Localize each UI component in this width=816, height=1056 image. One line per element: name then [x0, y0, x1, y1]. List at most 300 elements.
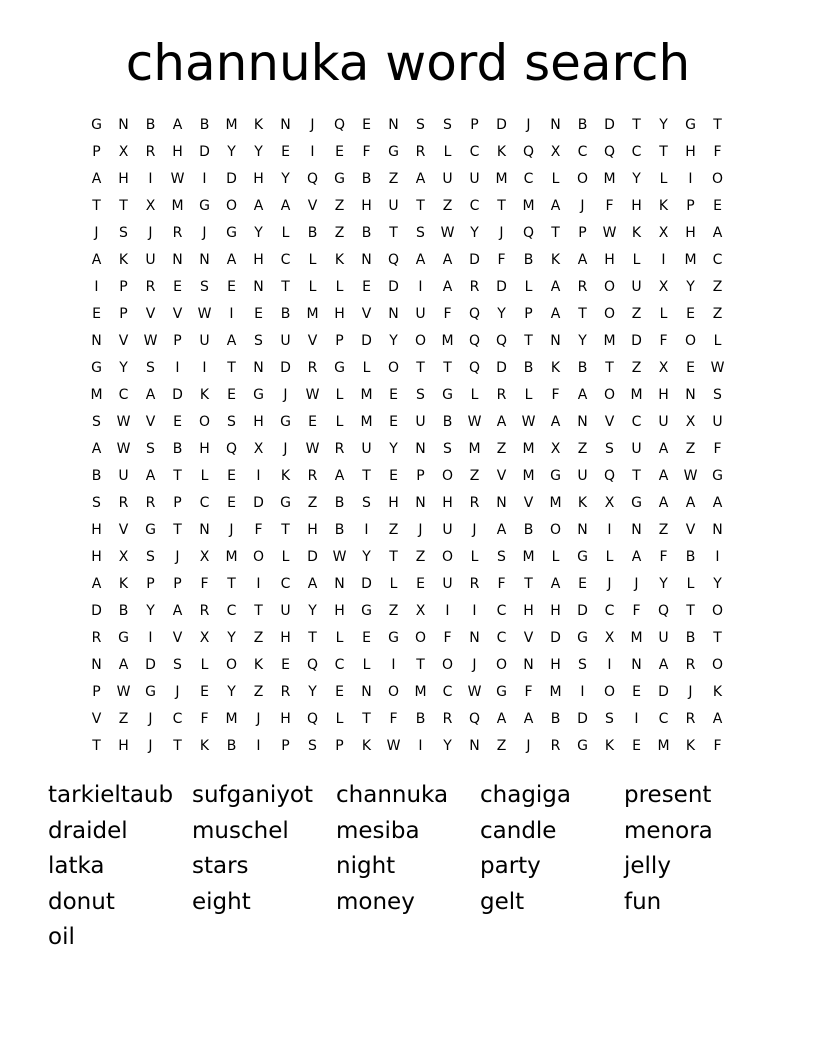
grid-letter: A	[442, 251, 453, 268]
grid-letter: S	[443, 116, 452, 133]
grid-letter: O	[198, 413, 211, 430]
grid-letter: C	[469, 143, 480, 160]
grid-letter: H	[523, 602, 534, 619]
grid-letter: I	[418, 278, 423, 295]
grid-letter: R	[280, 683, 291, 700]
grid-letter: A	[172, 116, 183, 133]
grid-letter: H	[280, 710, 291, 727]
grid-letter: M	[684, 251, 697, 268]
grid-letter: H	[280, 629, 291, 646]
grid-letter: R	[550, 737, 561, 754]
grid-letter: U	[280, 332, 291, 349]
grid-letter: V	[523, 494, 534, 511]
grid-letter: Y	[308, 683, 317, 700]
grid-letter: R	[469, 575, 480, 592]
grid-letter: O	[387, 359, 400, 376]
grid-letter: U	[442, 521, 453, 538]
grid-letter: E	[281, 143, 290, 160]
grid-row	[83, 300, 731, 327]
grid-letter: O	[441, 656, 454, 673]
grid-letter: X	[145, 197, 156, 214]
grid-letter: B	[280, 305, 291, 322]
grid-letter: F	[497, 575, 506, 592]
grid-letter: I	[148, 170, 153, 187]
grid-letter: U	[658, 413, 669, 430]
grid-letter: P	[173, 332, 182, 349]
grid-letter: X	[658, 359, 669, 376]
grid-letter: T	[416, 197, 425, 214]
grid-row	[83, 192, 731, 219]
grid-letter: J	[310, 116, 315, 133]
grid-letter: U	[658, 629, 669, 646]
grid-letter: H	[442, 494, 453, 511]
grid-letter: H	[604, 251, 615, 268]
grid-letter: M	[522, 197, 535, 214]
grid-letter: X	[685, 413, 696, 430]
grid-letter: L	[281, 548, 290, 565]
grid-letter: G	[577, 737, 588, 754]
grid-letter: Q	[333, 116, 346, 133]
grid-letter: W	[710, 359, 725, 376]
grid-letter: K	[334, 251, 345, 268]
grid-letter: Q	[603, 467, 616, 484]
grid-letter: D	[604, 116, 615, 133]
grid-letter: G	[253, 386, 264, 403]
grid-letter: N	[685, 386, 696, 403]
grid-letter: T	[605, 359, 614, 376]
grid-letter: N	[91, 332, 102, 349]
grid-row	[83, 651, 731, 678]
grid-letter: D	[631, 332, 642, 349]
word-list-item: chagiga	[480, 782, 572, 808]
grid-letter: O	[441, 467, 454, 484]
grid-letter: N	[361, 683, 372, 700]
grid-letter: L	[335, 629, 344, 646]
grid-letter: L	[308, 251, 317, 268]
grid-letter: G	[361, 602, 372, 619]
grid-letter: L	[362, 656, 371, 673]
grid-letter: N	[577, 413, 588, 430]
grid-letter: V	[685, 521, 696, 538]
grid-letter: T	[92, 197, 101, 214]
grid-letter: H	[550, 656, 561, 673]
grid-letter: S	[92, 494, 101, 511]
grid-letter: R	[415, 143, 426, 160]
grid-letter: X	[199, 629, 210, 646]
grid-letter: Y	[254, 224, 263, 241]
grid-letter: J	[283, 440, 288, 457]
grid-letter: K	[631, 224, 642, 241]
grid-letter: L	[335, 278, 344, 295]
grid-letter: N	[577, 521, 588, 538]
grid-letter: F	[659, 548, 668, 565]
grid-letter: C	[280, 251, 291, 268]
grid-letter: N	[469, 629, 480, 646]
grid-letter: T	[308, 629, 317, 646]
word-list	[48, 778, 768, 956]
grid-letter: Y	[470, 224, 479, 241]
grid-letter: E	[578, 575, 587, 592]
grid-letter: H	[199, 440, 210, 457]
grid-letter: F	[524, 683, 533, 700]
grid-letter: C	[523, 170, 534, 187]
grid-letter: B	[226, 737, 237, 754]
grid-letter: G	[685, 116, 696, 133]
grid-letter: H	[253, 251, 264, 268]
grid-row	[83, 705, 731, 732]
grid-letter: G	[388, 143, 399, 160]
grid-letter: Y	[389, 440, 398, 457]
grid-letter: C	[631, 143, 642, 160]
grid-letter: L	[632, 251, 641, 268]
grid-letter: E	[254, 305, 263, 322]
grid-letter: H	[172, 143, 183, 160]
grid-letter: U	[118, 467, 129, 484]
grid-letter: N	[199, 521, 210, 538]
grid-letter: E	[92, 305, 101, 322]
grid-row	[83, 165, 731, 192]
grid-letter: M	[90, 386, 103, 403]
word-list-item: mesiba	[336, 817, 420, 844]
grid-letter: I	[418, 737, 423, 754]
grid-letter: Q	[495, 332, 508, 349]
grid-letter: F	[200, 710, 209, 727]
grid-letter: T	[713, 116, 722, 133]
grid-letter: V	[91, 710, 102, 727]
grid-letter: T	[713, 629, 722, 646]
grid-letter: Y	[308, 602, 317, 619]
grid-letter: S	[200, 278, 209, 295]
grid-letter: L	[335, 413, 344, 430]
grid-letter: V	[361, 305, 372, 322]
grid-letter: D	[388, 278, 399, 295]
grid-letter: B	[523, 521, 534, 538]
grid-letter: Y	[632, 170, 641, 187]
grid-letter: N	[415, 494, 426, 511]
grid-letter: R	[199, 602, 210, 619]
grid-letter: W	[305, 386, 320, 403]
grid-letter: L	[200, 656, 209, 673]
grid-letter: C	[496, 629, 507, 646]
grid-letter: J	[229, 521, 234, 538]
grid-row	[83, 624, 731, 651]
grid-letter: P	[335, 737, 344, 754]
grid-letter: E	[227, 278, 236, 295]
grid-letter: I	[715, 548, 720, 565]
grid-letter: H	[91, 521, 102, 538]
grid-letter: A	[577, 251, 588, 268]
word-list-item: muschel	[192, 817, 289, 844]
grid-letter: L	[659, 305, 668, 322]
grid-letter: X	[118, 548, 129, 565]
grid-letter: A	[415, 251, 426, 268]
grid-letter: A	[496, 710, 507, 727]
grid-letter: G	[388, 629, 399, 646]
word-list-item: fun	[624, 888, 662, 915]
grid-letter: M	[225, 116, 238, 133]
grid-letter: C	[712, 251, 723, 268]
grid-letter: K	[253, 656, 264, 673]
grid-letter: L	[551, 548, 560, 565]
grid-letter: I	[445, 602, 450, 619]
grid-letter: R	[307, 359, 318, 376]
grid-letter: O	[603, 683, 616, 700]
grid-letter: W	[332, 548, 347, 565]
grid-letter: F	[632, 602, 641, 619]
grid-letter: P	[470, 116, 479, 133]
grid-letter: C	[604, 602, 615, 619]
grid-letter: K	[199, 737, 210, 754]
grid-letter: O	[711, 656, 724, 673]
grid-letter: A	[334, 467, 345, 484]
grid-letter: J	[580, 197, 585, 214]
grid-letter: K	[118, 251, 129, 268]
grid-letter: Q	[225, 440, 238, 457]
grid-letter: E	[632, 683, 641, 700]
grid-letter: C	[442, 683, 453, 700]
grid-letter: I	[472, 602, 477, 619]
grid-letter: X	[415, 602, 426, 619]
grid-letter: P	[119, 305, 128, 322]
grid-letter: M	[630, 386, 643, 403]
grid-letter: N	[550, 332, 561, 349]
grid-letter: P	[335, 332, 344, 349]
grid-letter: U	[145, 251, 156, 268]
grid-letter: G	[550, 467, 561, 484]
grid-letter: A	[658, 656, 669, 673]
grid-letter: G	[577, 548, 588, 565]
grid-letter: I	[607, 656, 612, 673]
grid-letter: E	[362, 116, 371, 133]
grid-letter: M	[630, 629, 643, 646]
grid-letter: S	[578, 656, 587, 673]
grid-letter: B	[415, 710, 426, 727]
grid-letter: Z	[388, 521, 399, 538]
grid-letter: O	[252, 548, 265, 565]
grid-letter: K	[550, 251, 561, 268]
grid-letter: S	[119, 224, 128, 241]
grid-letter: S	[497, 548, 506, 565]
grid-letter: O	[549, 521, 562, 538]
grid-letter: T	[443, 359, 452, 376]
grid-letter: Y	[254, 143, 263, 160]
grid-letter: O	[603, 278, 616, 295]
grid-letter: Z	[253, 683, 264, 700]
grid-row	[83, 435, 731, 462]
grid-letter: O	[441, 548, 454, 565]
grid-letter: Y	[281, 170, 290, 187]
grid-letter: Z	[334, 224, 345, 241]
grid-letter: M	[549, 683, 562, 700]
grid-letter: H	[253, 170, 264, 187]
grid-letter: E	[416, 575, 425, 592]
grid-letter: U	[415, 305, 426, 322]
grid-letter: I	[364, 521, 369, 538]
grid-letter: F	[551, 386, 560, 403]
word-list-item: night	[336, 853, 396, 879]
grid-letter: M	[468, 440, 481, 457]
grid-letter: H	[334, 305, 345, 322]
grid-letter: Z	[631, 305, 642, 322]
grid-letter: S	[362, 494, 371, 511]
grid-letter: U	[442, 170, 453, 187]
grid-letter: Y	[227, 683, 236, 700]
grid-letter: P	[173, 575, 182, 592]
grid-letter: M	[171, 197, 184, 214]
grid-letter: H	[658, 386, 669, 403]
grid-letter: Z	[118, 710, 129, 727]
grid-letter: Q	[306, 170, 319, 187]
grid-row	[83, 219, 731, 246]
grid-letter: C	[469, 197, 480, 214]
grid-letter: W	[170, 170, 185, 187]
grid-letter: D	[280, 359, 291, 376]
grid-letter: A	[550, 575, 561, 592]
grid-letter: J	[607, 575, 612, 592]
grid-letter: I	[229, 305, 234, 322]
grid-letter: Y	[713, 575, 722, 592]
grid-letter: K	[658, 197, 669, 214]
grid-letter: O	[603, 386, 616, 403]
grid-letter: J	[283, 386, 288, 403]
grid-letter: S	[308, 737, 317, 754]
grid-letter: J	[256, 710, 261, 727]
grid-letter: L	[551, 170, 560, 187]
grid-letter: A	[685, 494, 696, 511]
grid-letter: S	[173, 656, 182, 673]
grid-letter: P	[173, 494, 182, 511]
grid-letter: E	[281, 656, 290, 673]
grid-letter: C	[280, 575, 291, 592]
grid-letter: H	[118, 737, 129, 754]
grid-letter: K	[496, 143, 507, 160]
grid-letter: N	[361, 251, 372, 268]
grid-letter: F	[713, 440, 722, 457]
grid-letter: U	[469, 170, 480, 187]
grid-letter: D	[307, 548, 318, 565]
grid-letter: I	[634, 710, 639, 727]
grid-letter: B	[118, 602, 129, 619]
grid-letter: Y	[146, 602, 155, 619]
grid-letter: W	[116, 413, 131, 430]
grid-letter: Y	[497, 305, 506, 322]
grid-letter: L	[443, 143, 452, 160]
grid-letter: D	[226, 170, 237, 187]
grid-letter: Y	[659, 116, 668, 133]
grid-letter: G	[91, 116, 102, 133]
grid-letter: W	[116, 440, 131, 457]
grid-letter: H	[118, 170, 129, 187]
grid-letter: E	[335, 143, 344, 160]
grid-letter: C	[631, 413, 642, 430]
grid-letter: I	[256, 575, 261, 592]
grid-letter: K	[577, 494, 588, 511]
grid-letter: R	[145, 278, 156, 295]
grid-letter: N	[712, 521, 723, 538]
grid-letter: P	[92, 143, 101, 160]
grid-letter: V	[145, 305, 156, 322]
grid-letter: J	[526, 737, 531, 754]
grid-letter: Z	[496, 440, 507, 457]
grid-letter: S	[416, 224, 425, 241]
grid-letter: B	[361, 224, 372, 241]
grid-letter: M	[603, 170, 616, 187]
grid-letter: T	[578, 305, 587, 322]
grid-letter: Y	[686, 278, 695, 295]
grid-letter: R	[172, 224, 183, 241]
grid-letter: T	[389, 224, 398, 241]
grid-letter: A	[253, 197, 264, 214]
grid-letter: J	[688, 683, 693, 700]
grid-letter: I	[661, 251, 666, 268]
grid-letter: I	[256, 737, 261, 754]
grid-letter: A	[91, 170, 102, 187]
grid-letter: S	[605, 710, 614, 727]
grid-letter: L	[281, 224, 290, 241]
grid-letter: A	[91, 251, 102, 268]
grid-letter: W	[521, 413, 536, 430]
grid-letter: T	[362, 710, 371, 727]
grid-letter: L	[524, 386, 533, 403]
grid-letter: T	[686, 602, 695, 619]
grid-letter: O	[603, 305, 616, 322]
grid-letter: K	[118, 575, 129, 592]
grid-letter: I	[391, 656, 396, 673]
grid-letter: S	[146, 548, 155, 565]
grid-letter: D	[496, 359, 507, 376]
grid-letter: A	[712, 224, 723, 241]
grid-row	[83, 678, 731, 705]
grid-letter: G	[199, 197, 210, 214]
grid-letter: F	[200, 575, 209, 592]
grid-letter: T	[524, 575, 533, 592]
grid-letter: S	[254, 332, 263, 349]
grid-letter: X	[604, 629, 615, 646]
grid-letter: X	[550, 143, 561, 160]
grid-letter: L	[335, 386, 344, 403]
grid-letter: J	[526, 116, 531, 133]
grid-letter: X	[550, 440, 561, 457]
grid-letter: A	[712, 710, 723, 727]
grid-letter: G	[91, 359, 102, 376]
grid-letter: R	[496, 386, 507, 403]
grid-letter: D	[496, 278, 507, 295]
grid-letter: E	[686, 305, 695, 322]
grid-letter: S	[416, 386, 425, 403]
grid-letter: N	[496, 494, 507, 511]
word-list-item: eight	[192, 888, 251, 915]
grid-letter: K	[712, 683, 723, 700]
grid-letter: B	[145, 116, 156, 133]
grid-letter: U	[577, 467, 588, 484]
grid-letter: A	[442, 278, 453, 295]
grid-row	[83, 354, 731, 381]
grid-letter: R	[577, 278, 588, 295]
grid-letter: G	[334, 170, 345, 187]
grid-letter: N	[550, 116, 561, 133]
grid-letter: G	[631, 494, 642, 511]
grid-letter: L	[470, 386, 479, 403]
grid-letter: N	[334, 575, 345, 592]
grid-letter: K	[199, 386, 210, 403]
grid-letter: A	[523, 710, 534, 727]
grid-letter: H	[388, 494, 399, 511]
word-list-item: sufganiyot	[192, 782, 314, 808]
grid-letter: L	[335, 710, 344, 727]
grid-letter: U	[361, 440, 372, 457]
grid-letter: F	[254, 521, 263, 538]
grid-letter: A	[118, 656, 129, 673]
